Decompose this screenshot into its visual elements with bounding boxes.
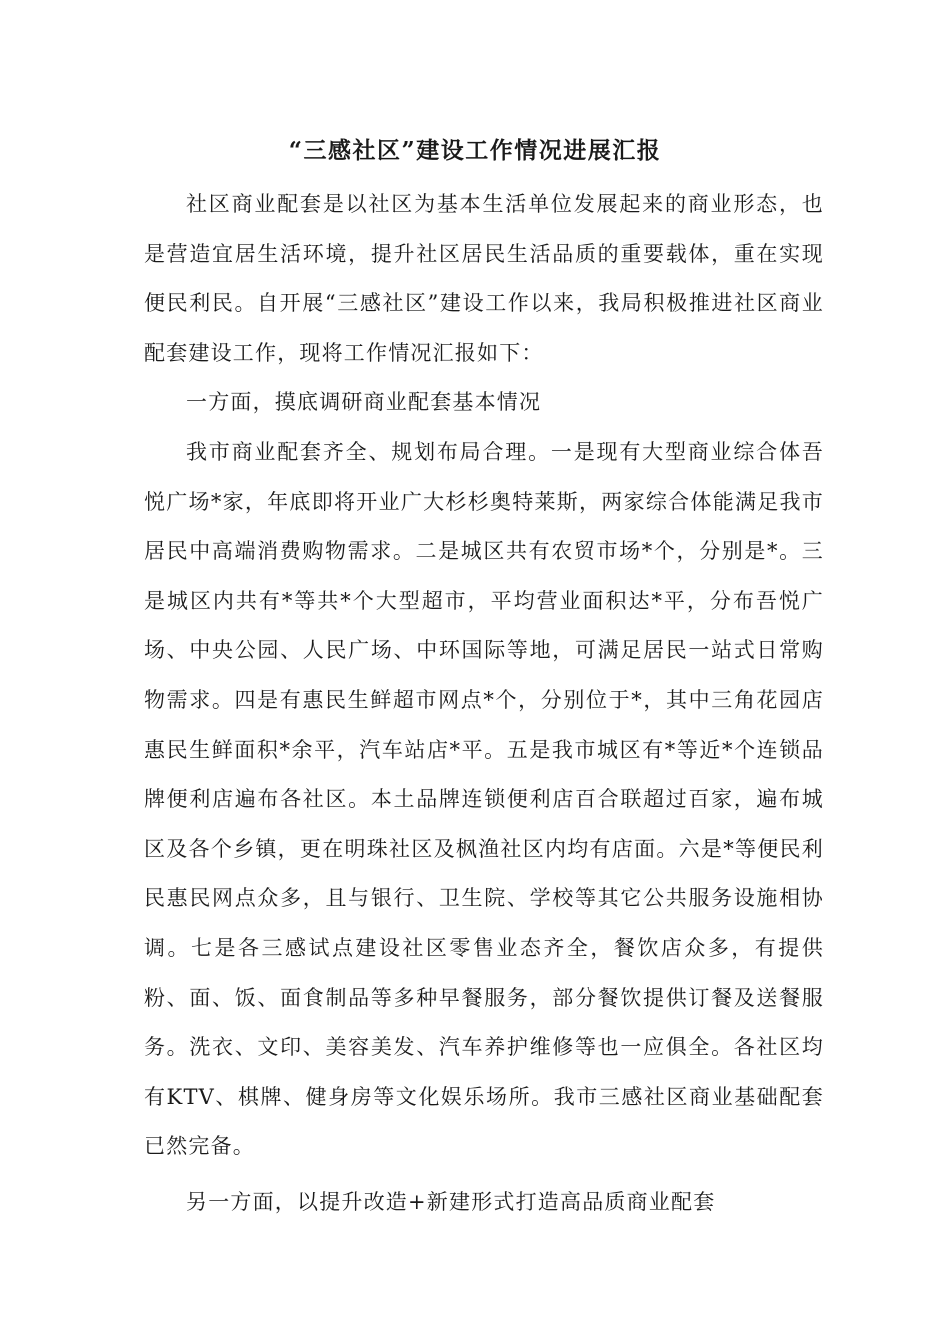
section-heading-2: 另一方面，以提升改造+新建形式打造高品质商业配套	[186, 1189, 716, 1214]
section-heading-1: 一方面，摸底调研商业配套基本情况	[186, 390, 542, 415]
intro-paragraph: 社区商业配套是以社区为基本生活单位发展起来的商业形态，也是营造宜居生活环境，提升社区居民生活品质的重要载体，重在实现便民利民。自开展“三感社区”建设工作以来，我局积极推进社区商业配套建设工作，现将工作情况汇报如下：	[144, 192, 824, 365]
section-1-paragraph: 我市商业配套齐全、规划布局合理。一是现有大型商业综合体吾悦广场*家，年底即将开业广大杉杉奥特莱斯，两家综合体能满足我市居民中高端消费购物需求。二是城区共有农贸市场*个，分别是*。三是城区内共有*等共*个大型超市，平均营业面积达*平，分布吾悦广场、中央公园、人民广场、中环国际等地，可满足居民一站式日常购物需求。四是有惠民生鲜超市网点*个，分别位于*，其中三角花园店惠民生鲜面积*余平，汽车站店*平。五是我市城区有*等近*个连锁品牌便利店遍布各社区。本土品牌连锁便利店百合联超过百家，遍布城区及各个乡镇，更在明珠社区及枫渔社区内均有店面。六是*等便民利民惠民网点众多，且与银行、卫生院、学校等其它公共服务设施相协调。七是各三感试点建设社区零售业态齐全，餐饮店众多，有提供粉、面、饭、面食制品等多种早餐服务，部分餐饮提供订餐及送餐服务。洗衣、文印、美容美发、汽车养护维修等也一应俱全。各社区均有KTV、棋牌、健身房等文化娱乐场所。我市三感社区商业基础配套已然完备。	[144, 439, 824, 1159]
document-body	[144, 180, 824, 1227]
document-title: “三感社区”建设工作情况进展汇报	[288, 137, 662, 164]
